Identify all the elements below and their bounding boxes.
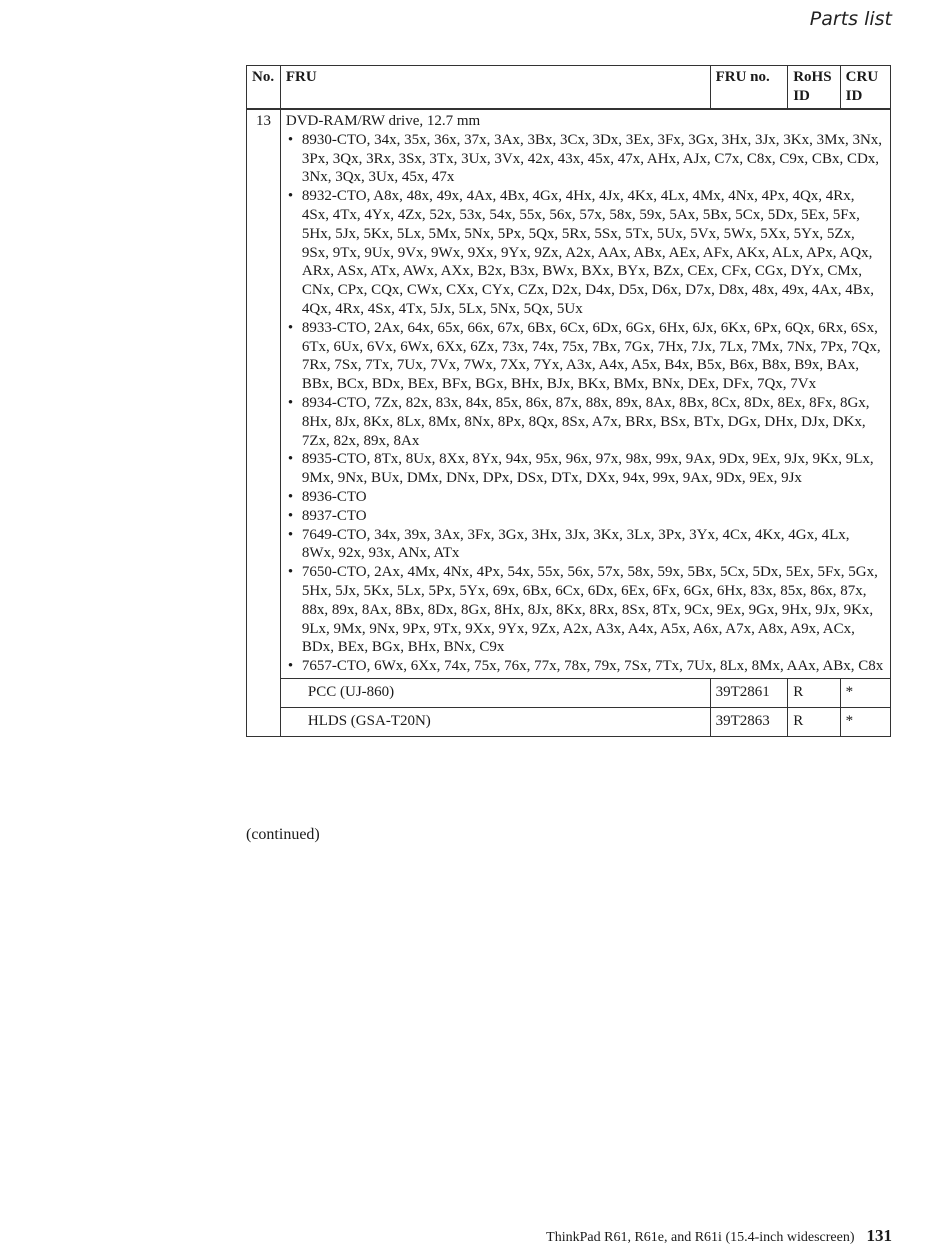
page-number: 131 <box>866 1226 892 1245</box>
list-item: • 7657-CTO, 6Wx, 6Xx, 74x, 75x, 76x, 77x, 78x, 79x, 7Sx, 7Tx, 7Ux, 8Lx, 8Mx, AAx, ABx, C8x <box>286 657 885 676</box>
list-item: • 8934-CTO, 7Zx, 82x, 83x, 84x, 85x, 86x, 87x, 88x, 89x, 8Ax, 8Bx, 8Cx, 8Dx, 8Ex, 8Fx, 8Gx, 8Hx, 8Jx, 8Kx, 8Lx, 8Mx, 8Nx, 8Px, 8Qx, 8Sx, A7x, BRx, BSx, BTx, DGx, DHx, DJx, DKx, 7Zx, 82x, 89x, 8Ax <box>286 394 885 450</box>
part-fru-no: 39T2861 <box>710 678 788 707</box>
part-cru-id: * <box>840 707 890 736</box>
list-item: • 8937-CTO <box>286 507 885 526</box>
part-fru-no: 39T2863 <box>710 707 788 736</box>
part-cru-id: * <box>840 678 890 707</box>
table-row <box>247 109 891 678</box>
column-header-rohs-id: RoHS ID <box>788 66 840 110</box>
continued-note: (continued) <box>246 826 320 843</box>
item-number: 13 <box>247 109 281 736</box>
parts-table <box>246 65 891 737</box>
list-item: • 7649-CTO, 34x, 39x, 3Ax, 3Fx, 3Gx, 3Hx, 3Jx, 3Kx, 3Lx, 3Px, 3Yx, 4Cx, 4Kx, 4Gx, 4Lx, 8Wx, 92x, 93x, ANx, ATx <box>286 526 885 564</box>
table-row <box>247 678 891 707</box>
page-footer <box>546 1226 892 1246</box>
item-description <box>280 109 890 678</box>
column-header-fru: FRU <box>280 66 710 110</box>
part-name: HLDS (GSA-T20N) <box>280 707 710 736</box>
list-item: • 8935-CTO, 8Tx, 8Ux, 8Xx, 8Yx, 94x, 95x, 96x, 97x, 98x, 99x, 9Ax, 9Dx, 9Ex, 9Jx, 9Kx, 9Lx, 9Mx, 9Nx, BUx, DMx, DNx, DPx, DSx, DTx, DXx, 94x, 99x, 9Ax, 9Dx, 9Ex, 9Jx <box>286 450 885 488</box>
book-title: ThinkPad R61, R61e, and R61i (15.4-inch widescreen) <box>546 1230 855 1245</box>
list-item: • 7650-CTO, 2Ax, 4Mx, 4Nx, 4Px, 54x, 55x, 56x, 57x, 58x, 59x, 5Bx, 5Cx, 5Dx, 5Ex, 5Fx, 5Gx, 5Hx, 5Jx, 5Kx, 5Lx, 5Px, 5Yx, 69x, 6Bx, 6Cx, 6Dx, 6Ex, 6Fx, 6Gx, 6Hx, 83x, 85x, 86x, 87x, 88x, 89x, 8Ax, 8Bx, 8Dx, 8Gx, 8Hx, 8Jx, 8Kx, 8Rx, 8Sx, 8Tx, 9Cx, 9Ex, 9Gx, 9Hx, 9Jx, 9Kx, 9Lx, 9Mx, 9Nx, 9Px, 9Tx, 9Xx, 9Yx, 9Zx, A2x, A3x, A4x, A5x, A6x, A7x, A8x, A9x, ACx, BDx, BEx, BGx, BHx, BNx, C9x <box>286 563 885 657</box>
list-item: • 8936-CTO <box>286 488 885 507</box>
list-item: • 8933-CTO, 2Ax, 64x, 65x, 66x, 67x, 6Bx, 6Cx, 6Dx, 6Gx, 6Hx, 6Jx, 6Kx, 6Px, 6Qx, 6Rx, 6Sx, 6Tx, 6Ux, 6Vx, 6Wx, 6Xx, 6Zx, 73x, 74x, 75x, 7Bx, 7Gx, 7Hx, 7Jx, 7Lx, 7Mx, 7Nx, 7Px, 7Qx, 7Rx, 7Sx, 7Tx, 7Ux, 7Vx, 7Wx, 7Xx, 7Yx, A3x, A4x, A5x, B4x, B5x, B6x, B8x, B9x, BAx, BBx, BCx, BDx, BEx, BFx, BGx, BHx, BJx, BKx, BMx, BNx, DEx, DFx, 7Qx, 7Vx <box>286 319 885 394</box>
part-rohs-id: R <box>788 678 840 707</box>
column-header-cru-id: CRU ID <box>840 66 890 110</box>
part-name: PCC (UJ-860) <box>280 678 710 707</box>
section-title: Parts list <box>809 8 892 30</box>
column-header-no: No. <box>247 66 281 110</box>
part-rohs-id: R <box>788 707 840 736</box>
column-header-fru-no: FRU no. <box>710 66 788 110</box>
list-item: • 8930-CTO, 34x, 35x, 36x, 37x, 3Ax, 3Bx, 3Cx, 3Dx, 3Ex, 3Fx, 3Gx, 3Hx, 3Jx, 3Kx, 3Mx, 3Nx, 3Px, 3Qx, 3Rx, 3Sx, 3Tx, 3Ux, 3Vx, 42x, 43x, 45x, 47x, AHx, AJx, C7x, C8x, C9x, CBx, CDx, 3Nx, 3Qx, 3Ux, 45x, 47x <box>286 131 885 187</box>
table-row <box>247 707 891 736</box>
item-title: DVD-RAM/RW drive, 12.7 mm <box>285 113 481 129</box>
list-item: • 8932-CTO, A8x, 48x, 49x, 4Ax, 4Bx, 4Gx, 4Hx, 4Jx, 4Kx, 4Lx, 4Mx, 4Nx, 4Px, 4Qx, 4Rx, 4Sx, 4Tx, 4Yx, 4Zx, 52x, 53x, 54x, 55x, 56x, 57x, 58x, 59x, 5Ax, 5Bx, 5Cx, 5Dx, 5Ex, 5Fx, 5Hx, 5Jx, 5Kx, 5Lx, 5Mx, 5Nx, 5Px, 5Qx, 5Rx, 5Sx, 5Tx, 5Ux, 5Vx, 5Wx, 5Xx, 5Yx, 5Zx, 9Sx, 9Tx, 9Ux, 9Vx, 9Wx, 9Xx, 9Yx, 9Zx, A2x, AAx, ABx, AEx, AFx, AKx, ALx, APx, AQx, ARx, ASx, ATx, AWx, AXx, B2x, B3x, BWx, BXx, BYx, BZx, CEx, CFx, CGx, DYx, CMx, CNx, CPx, CQx, CWx, CXx, CYx, CZx, D2x, D4x, D5x, D6x, D7x, D8x, 48x, 49x, 4Ax, 4Bx, 4Qx, 4Rx, 4Sx, 4Tx, 5Jx, 5Lx, 5Nx, 5Qx, 5Ux <box>286 187 885 319</box>
model-list <box>286 131 885 676</box>
table-header-row <box>247 66 891 110</box>
